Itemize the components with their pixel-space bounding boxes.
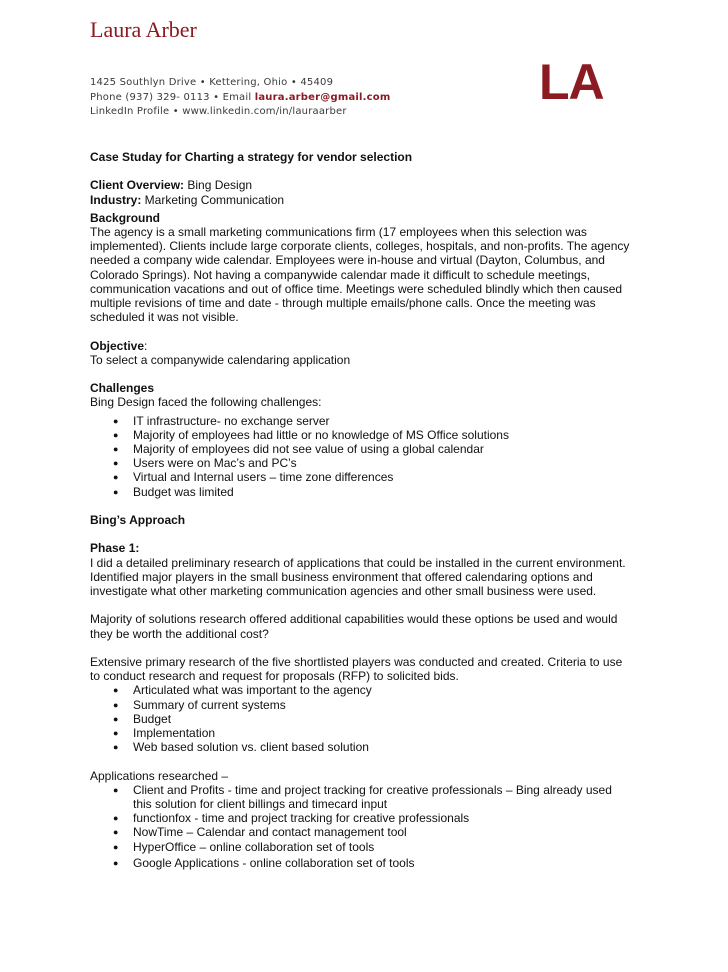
bullet-icon: ● (113, 813, 119, 824)
bullet-icon: ● (113, 429, 119, 440)
challenges-list (90, 414, 630, 499)
background-text: The agency is a small marketing communications firm (17 employees when this selection was implemented). Clients include large corporate clients, colleges, hospitals, and non-profits. The agency needed a company wide calendar. Employees were in-house and virtual (Dayton, Columbus, and Colorado Springs). Not having a companywide calendar made it difficult to schedule meetings, communication vacations and out of office time. Meetings were scheduled blindly which then caused multiple revisions of time and date - through multiple emails/phone calls. Once the meeting was scheduled it was not visible. (90, 225, 630, 325)
list-item: ● Users were on Mac’s and PC’s (113, 456, 297, 471)
challenges-intro: Bing Design faced the following challenges: (90, 395, 322, 410)
phone-email-line (90, 91, 390, 106)
bullet-icon: ● (113, 444, 119, 455)
bullet-icon: ● (113, 458, 119, 469)
bullet-icon: ● (113, 784, 119, 795)
list-item: ● Client and Profits - time and project tracking for creative professionals – Bing already used this solution for client billings and timecard input (113, 782, 612, 812)
doc-title: Case Studay for Charting a strategy for vendor selection (90, 150, 413, 164)
client-line: Client Overview: Bing Design (90, 178, 253, 193)
list-item: ● Majority of employees did not see value of using a global calendar (113, 442, 484, 457)
contact-block (90, 76, 390, 120)
bullet-icon: ● (113, 728, 119, 739)
list-item: ● Virtual and Internal users – time zone differences (113, 470, 394, 485)
list-item: ● Budget was limited (113, 484, 234, 499)
document-body (90, 150, 630, 870)
list-item: ● HyperOffice – online collaboration set of tools (113, 839, 375, 854)
bullet-icon: ● (113, 472, 119, 483)
majority-text: Majority of solutions research offered additional capabilities would these options be used and would they be worth the additional cost? (90, 612, 618, 641)
industry-line: Industry: Marketing Communication (90, 192, 285, 207)
bullet-icon: ● (113, 713, 119, 724)
objective-heading: Objective: (90, 338, 148, 353)
bullet-icon: ● (113, 486, 119, 497)
apps-intro: Applications researched – (90, 768, 229, 783)
phone-text: Phone (937) 329- 0113 • Email (90, 91, 255, 103)
list-item: ● Web based solution vs. client based solution (113, 740, 369, 755)
list-item: ● Summary of current systems (113, 697, 286, 712)
linkedin-line[interactable]: LinkedIn Profile • www.linkedin.com/in/lauraarber (90, 106, 347, 117)
bullet-icon: ● (113, 685, 119, 696)
bullet-icon: ● (113, 742, 119, 753)
list-item: ● IT infrastructure- no exchange server (113, 413, 330, 428)
phase-heading: Phase 1: (90, 541, 140, 556)
bullet-icon: ● (113, 857, 119, 868)
approach-heading: Bing’s Approach (90, 513, 186, 528)
email-link[interactable]: laura.arber@gmail.com (254, 91, 391, 103)
extensive-text: Extensive primary research of the five shortlisted players was conducted and created. Criteria to use to conduct research and request for proposals (RFP) to solicited bids. (90, 655, 623, 684)
list-item: ● Budget (113, 711, 172, 726)
list-item: ● Google Applications - online collaboration set of tools (113, 855, 415, 870)
phase-text: I did a detailed preliminary research of applications that could be installed in the current environment. Identified major players in the small business environment that offered calendaring options and investigate what other marketing communication agencies and other small business were used. (90, 555, 626, 599)
list-item: ● Majority of employees had little or no knowledge of MS Office solutions (113, 427, 509, 442)
bullet-icon: ● (113, 841, 119, 852)
bullet-icon: ● (113, 415, 119, 426)
list-item: ● NowTime – Calendar and contact management tool (113, 825, 407, 840)
address-line: 1425 Southlyn Drive • Kettering, Ohio • 45409 (90, 77, 334, 88)
objective-text: To select a companywide calendaring application (90, 352, 351, 367)
apps-list (90, 783, 630, 870)
list-item: ● Implementation (113, 726, 216, 741)
challenges-heading: Challenges (90, 381, 155, 396)
list-item: ● Articulated what was important to the agency (113, 683, 372, 698)
author-name: Laura Arber (90, 17, 197, 42)
monogram-logo: LA (539, 54, 604, 110)
bullet-icon: ● (113, 699, 119, 710)
criteria-list (90, 683, 630, 754)
list-item: ● functionfox - time and project tracking for creative professionals (113, 811, 470, 826)
background-heading: Background (90, 210, 161, 225)
bullet-icon: ● (113, 827, 119, 838)
